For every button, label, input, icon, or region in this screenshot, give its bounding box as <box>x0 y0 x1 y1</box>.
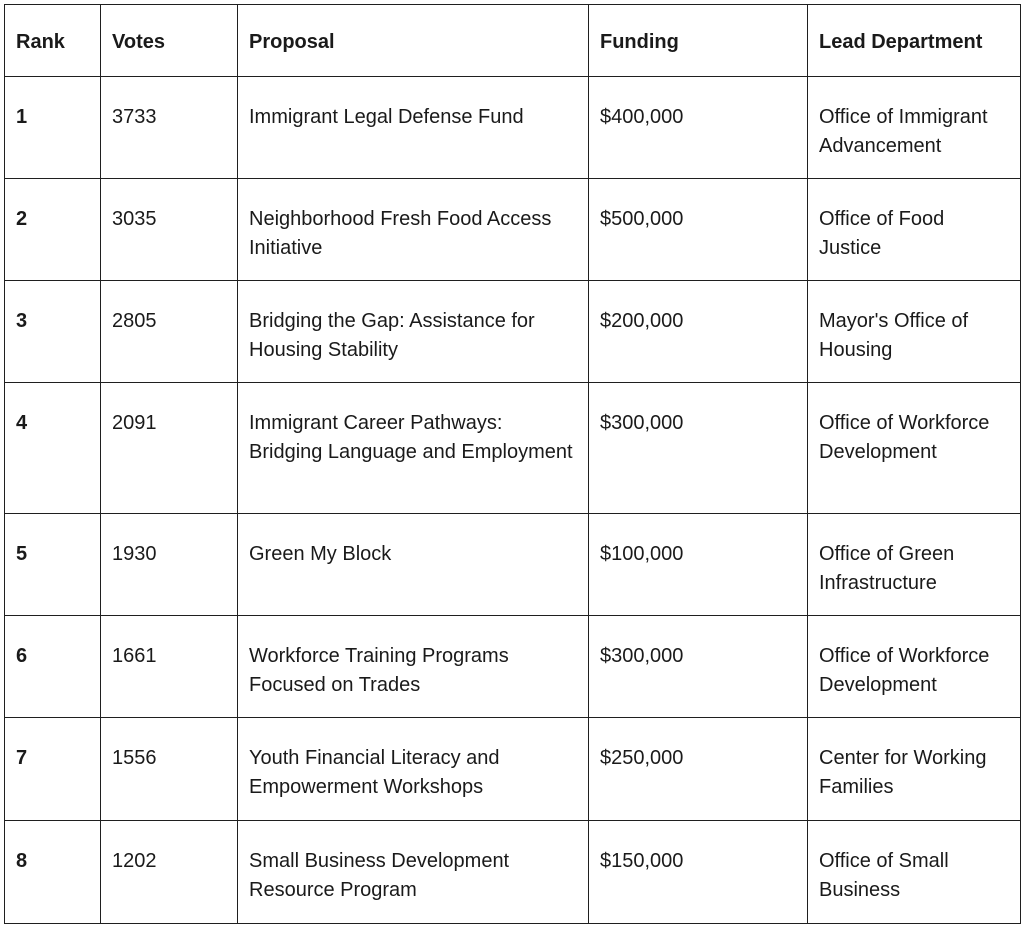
rank-cell: 1 <box>5 77 101 179</box>
rank-cell: 6 <box>5 616 101 718</box>
table-row <box>5 616 1021 718</box>
funding-cell: $300,000 <box>589 383 808 514</box>
rank-cell: 5 <box>5 514 101 616</box>
table-row <box>5 281 1021 383</box>
proposal-cell: Small Business Development Resource Program <box>238 821 589 924</box>
rank-cell: 7 <box>5 718 101 821</box>
department-cell: Office of Green Infrastructure <box>808 514 1021 616</box>
funding-cell: $400,000 <box>589 77 808 179</box>
funding-cell: $250,000 <box>589 718 808 821</box>
department-cell: Office of Workforce Development <box>808 383 1021 514</box>
proposal-cell: Immigrant Career Pathways: Bridging Language and Employment <box>238 383 589 514</box>
proposal-cell: Youth Financial Literacy and Empowerment Workshops <box>238 718 589 821</box>
rank-cell: 8 <box>5 821 101 924</box>
votes-cell: 1930 <box>101 514 238 616</box>
rank-cell: 2 <box>5 179 101 281</box>
proposal-cell: Green My Block <box>238 514 589 616</box>
rank-cell: 4 <box>5 383 101 514</box>
votes-cell: 1661 <box>101 616 238 718</box>
proposal-cell: Bridging the Gap: Assistance for Housing Stability <box>238 281 589 383</box>
votes-cell: 1202 <box>101 821 238 924</box>
votes-cell: 2091 <box>101 383 238 514</box>
department-cell: Center for Working Families <box>808 718 1021 821</box>
proposal-cell: Workforce Training Programs Focused on Trades <box>238 616 589 718</box>
proposals-table <box>4 4 1021 924</box>
votes-cell: 3733 <box>101 77 238 179</box>
department-cell: Office of Workforce Development <box>808 616 1021 718</box>
table-row <box>5 718 1021 821</box>
header-rank: Rank <box>5 5 101 77</box>
funding-cell: $500,000 <box>589 179 808 281</box>
funding-cell: $100,000 <box>589 514 808 616</box>
votes-cell: 2805 <box>101 281 238 383</box>
funding-cell: $150,000 <box>589 821 808 924</box>
header-row <box>5 5 1021 77</box>
header-funding: Funding <box>589 5 808 77</box>
funding-cell: $300,000 <box>589 616 808 718</box>
department-cell: Mayor's Office of Housing <box>808 281 1021 383</box>
proposal-cell: Neighborhood Fresh Food Access Initiative <box>238 179 589 281</box>
department-cell: Office of Small Business <box>808 821 1021 924</box>
table-row <box>5 383 1021 514</box>
department-cell: Office of Food Justice <box>808 179 1021 281</box>
proposal-cell: Immigrant Legal Defense Fund <box>238 77 589 179</box>
table-row <box>5 77 1021 179</box>
table-row <box>5 179 1021 281</box>
header-lead-department: Lead Department <box>808 5 1021 77</box>
votes-cell: 1556 <box>101 718 238 821</box>
header-votes: Votes <box>101 5 238 77</box>
votes-cell: 3035 <box>101 179 238 281</box>
table-row <box>5 821 1021 924</box>
funding-cell: $200,000 <box>589 281 808 383</box>
department-cell: Office of Immigrant Advancement <box>808 77 1021 179</box>
rank-cell: 3 <box>5 281 101 383</box>
table-row <box>5 514 1021 616</box>
header-proposal: Proposal <box>238 5 589 77</box>
